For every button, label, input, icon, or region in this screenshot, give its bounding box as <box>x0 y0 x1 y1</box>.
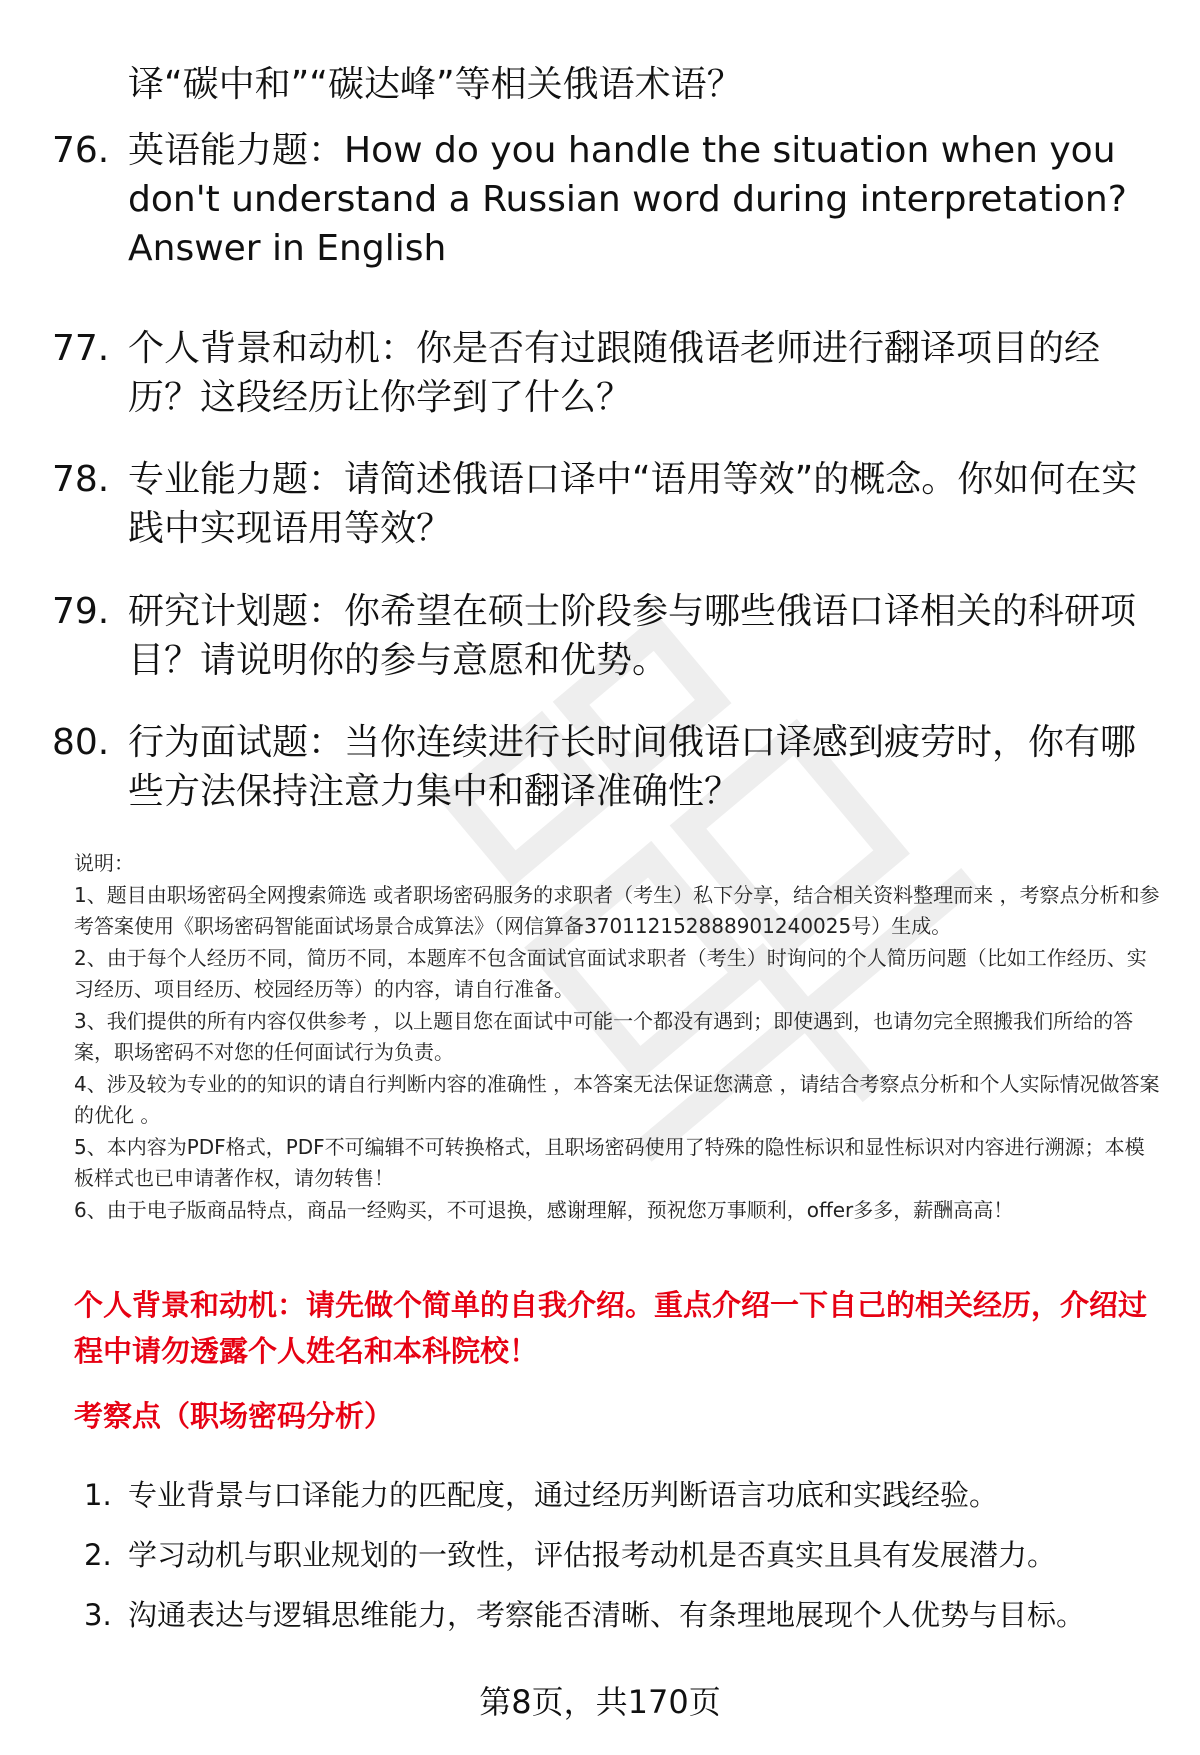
disclaimer-notes <box>74 848 1164 1226</box>
question-text: 个人背景和动机：你是否有过跟随俄语老师进行翻译项目的经历？这段经历让你学到了什么？ <box>128 328 1101 418</box>
question-number: 76. <box>52 130 110 171</box>
analysis-point <box>84 1475 1174 1535</box>
question-text: 专业能力题：请简述俄语口译中“语用等效”的概念。你如何在实践中实现语用等效？ <box>128 459 1138 549</box>
question-text: 行为面试题：当你连续进行长时间俄语口译感到疲劳时，你有哪些方法保持注意力集中和翻译准确性？ <box>128 722 1137 812</box>
note-item: 6、由于电子版商品特点，商品一经购买，不可退换，感谢理解，预祝您万事顺利，offer多多，薪酬高高！ <box>74 1197 1014 1222</box>
note-item: 2、由于每个人经历不同，简历不同，本题库不包含面试官面试求职者（考生）时询问的个人简历问题（比如工作经历、实习经历、项目经历、校园经历等）的内容，请自行准备。 <box>74 945 1147 1001</box>
question-number: 78. <box>52 459 110 500</box>
analysis-points <box>84 1475 1174 1655</box>
question-text: 研究计划题：你希望在硕士阶段参与哪些俄语口译相关的科研项目？请说明你的参与意愿和优势。 <box>128 591 1137 681</box>
point-text: 沟通表达与逻辑思维能力，考察能否清晰、有条理地展现个人优势与目标。 <box>128 1598 1086 1632</box>
note-item: 3、我们提供的所有内容仅供参考 ，以上题目您在面试中可能一个都没有遇到；即使遇到，也请勿完全照搬我们所给的答案，职场密码不对您的任何面试行为负责。 <box>74 1008 1134 1064</box>
question-text: 英语能力题：How do you handle the situation when you don't understand a Russian word during interpretation? Answer in English <box>128 130 1127 269</box>
point-text: 专业背景与口译能力的匹配度，通过经历判断语言功底和实践经验。 <box>128 1478 999 1512</box>
point-number: 3. <box>84 1598 112 1632</box>
notes-title: 说明： <box>74 851 134 875</box>
question-77 <box>52 324 1152 422</box>
point-number: 1. <box>84 1478 112 1512</box>
question-number: 80. <box>52 722 110 763</box>
question-number: 79. <box>52 591 110 632</box>
note-item: 5、本内容为PDF格式，PDF不可编辑不可转换格式，且职场密码使用了特殊的隐性标识和显性标识对内容进行溯源；本模板样式也已申请著作权，请勿转售！ <box>74 1134 1145 1190</box>
note-item: 1、题目由职场密码全网搜索筛选 或者职场密码服务的求职者（考生）私下分享，结合相关资料整理而来 ，考察点分析和参考答案使用《职场密码智能面试场景合成算法》（网信算备370112152888901240025号）生成。 <box>74 882 1160 938</box>
question-80 <box>52 718 1152 816</box>
question-79 <box>52 587 1152 685</box>
note-item: 4、涉及较为专业的的知识的请自行判断内容的准确性 ，本答案无法保证您满意 ，请结合考察点分析和个人实际情况做答案的优化 。 <box>74 1071 1160 1127</box>
point-number: 2. <box>84 1538 112 1572</box>
point-text: 学习动机与职业规划的一致性，评估报考动机是否真实且具有发展潜力。 <box>128 1538 1057 1572</box>
question-78 <box>52 455 1152 553</box>
analysis-point <box>84 1535 1174 1595</box>
question-number: 77. <box>52 328 110 369</box>
page-footer: 第8页，共170页 <box>479 1683 721 1721</box>
question-76 <box>52 126 1152 273</box>
analysis-point <box>84 1595 1174 1655</box>
featured-question: 个人背景和动机：请先做个简单的自我介绍。重点介绍一下自己的相关经历，介绍过程中请勿透露个人姓名和本科院校！ <box>74 1288 1148 1368</box>
analysis-heading: 考察点（职场密码分析） <box>74 1399 394 1433</box>
continuation-line: 译“碳中和”“碳达峰”等相关俄语术语？ <box>128 64 743 105</box>
